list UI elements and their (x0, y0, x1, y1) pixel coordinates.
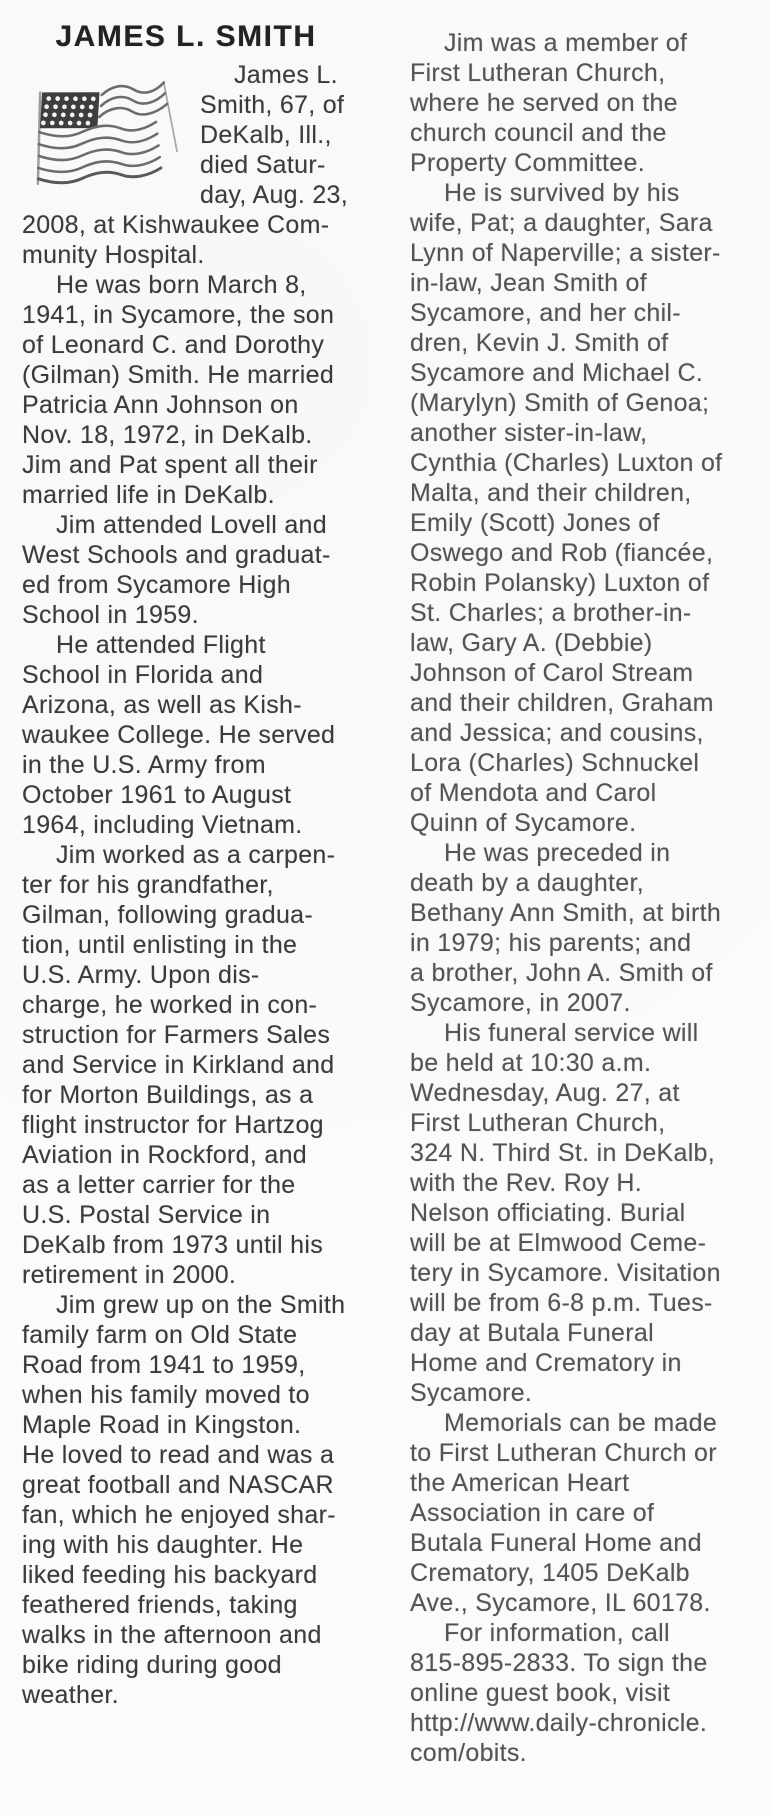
right-column (410, 20, 765, 1768)
obituary-columns (22, 20, 763, 1768)
obituary-paragraph: Jim was a member of First Lutheran Church, where he served on the church council and the Property Committee. (410, 29, 688, 177)
obituary-paragraph: For information, call 815-895-2833. To sign the online guest book, visit http://www.daily-chronicle. com/obits. (410, 1619, 708, 1767)
obituary-paragraph: He is survived by his wife, Pat; a daughter, Sara Lynn of Naperville; a sister- in-law, Jean Smith of Sycamore, and her chil- dren, Kevin J. Smith of Sycamore and Michael C. (Marylyn) Smith of Genoa; another sister-in-law, Cynthia (Charles) Luxton of Malta, and their children, Emily (Scott) Jones of Oswego and Rob (fiancée, Robin Polansky) Luxton of St. Charles; a brother-in- law, Gary A. (Debbie) Johnson of Carol Stream and their children, Graham and Jessica; and cousins, Lora (Charles) Schnuckel of Mendota and Carol Quinn of Sycamore. (410, 179, 723, 837)
obituary-paragraph: Jim grew up on the Smith family farm on Old State Road from 1941 to 1959, when his family moved to Maple Road in Kingston. He loved to read and was a great football and NASCAR fan, which he enjoyed shar- ing with his daughter. He liked feeding his backyard feathered friends, taking walks in the afternoon and bike riding during good weather. (22, 1291, 346, 1709)
left-column (22, 20, 360, 1768)
obituary-paragraph: Jim worked as a carpen- ter for his grandfather, Gilman, following gradua- tion, until enlisting in the U.S. Army. Upon dis- charge, he worked in con- struction for Farmers Sales and Service in Kirkland and for Morton Buildings, as a flight instructor for Hartzog Aviation in Rockford, and as a letter carrier for the U.S. Postal Service in DeKalb from 1973 until his retirement in 2000. (22, 841, 336, 1289)
obituary-paragraph: His funeral service will be held at 10:30 a.m. Wednesday, Aug. 27, at First Lutheran Church, 324 N. Third St. in DeKalb, with the Rev. Roy H. Nelson officiating. Burial will be at Elmwood Ceme- tery in Sycamore. Visitation will be from 6-8 p.m. Tues- day at Butala Funeral Home and Crematory in Sycamore. (410, 1019, 721, 1407)
obituary-paragraph: James L. Smith, 67, of DeKalb, Ill., died Satur- day, Aug. 23, 2008, at Kishwaukee Com- munity Hospital. (22, 61, 348, 269)
obituary-paragraph: He was preceded in death by a daughter, Bethany Ann Smith, at birth in 1979; his parents; and a brother, John A. Smith of Sycamore, in 2007. (410, 839, 722, 1017)
column-gutter (360, 20, 410, 1768)
obituary-paragraph: Memorials can be made to First Lutheran Church or the American Heart Association in care of Butala Funeral Home and Crematory, 1405 DeKalb Ave., Sycamore, IL 60178. (410, 1409, 718, 1617)
obituary-paragraph: Jim attended Lovell and West Schools and graduat- ed from Sycamore High School in 1959. (22, 511, 331, 629)
obituary-paragraph: He attended Flight School in Florida and Arizona, as well as Kish- waukee College. He served in the U.S. Army from October 1961 to August 1964, including Vietnam. (22, 631, 336, 839)
obituary-title: JAMES L. SMITH (55, 20, 317, 53)
obituary-paragraph: He was born March 8, 1941, in Sycamore, the son of Leonard C. and Dorothy (Gilman) Smith. He married Patricia Ann Johnson on Nov. 18, 1972, in DeKalb. Jim and Pat spent all their married life in DeKalb. (22, 271, 335, 509)
us-flag-icon (28, 72, 186, 198)
